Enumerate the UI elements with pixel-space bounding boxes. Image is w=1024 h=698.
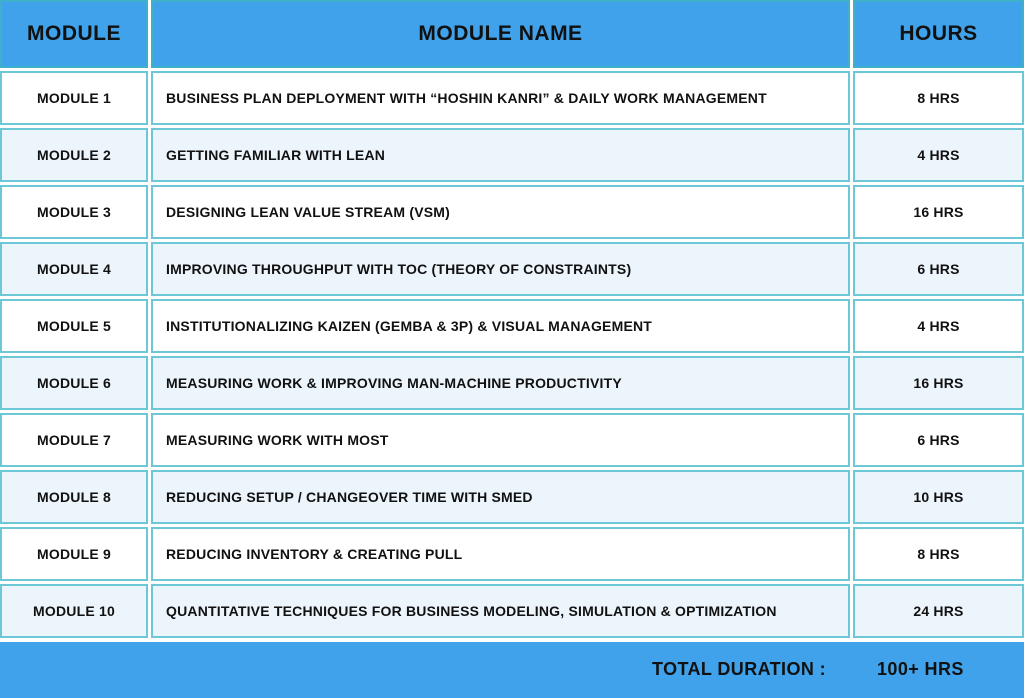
module-cell: MODULE 2 bbox=[0, 128, 148, 182]
header-module: MODULE bbox=[0, 0, 148, 68]
module-cell: MODULE 8 bbox=[0, 470, 148, 524]
hours-cell: 8 HRS bbox=[853, 527, 1024, 581]
hours-cell: 8 HRS bbox=[853, 71, 1024, 125]
hours-cell: 16 HRS bbox=[853, 356, 1024, 410]
module-name-cell: REDUCING SETUP / CHANGEOVER TIME WITH SMED bbox=[151, 470, 850, 524]
module-name-cell: GETTING FAMILIAR WITH LEAN bbox=[151, 128, 850, 182]
total-duration-label: TOTAL DURATION : bbox=[652, 659, 827, 679]
total-duration-value: 100+ HRS bbox=[877, 659, 964, 679]
hours-cell: 6 HRS bbox=[853, 242, 1024, 296]
hours-cell: 4 HRS bbox=[853, 128, 1024, 182]
module-name-cell: DESIGNING LEAN VALUE STREAM (VSM) bbox=[151, 185, 850, 239]
module-cell: MODULE 10 bbox=[0, 584, 148, 638]
module-cell: MODULE 7 bbox=[0, 413, 148, 467]
header-hours: HOURS bbox=[853, 0, 1024, 68]
hours-cell: 4 HRS bbox=[853, 299, 1024, 353]
module-cell: MODULE 4 bbox=[0, 242, 148, 296]
module-cell: MODULE 5 bbox=[0, 299, 148, 353]
module-name-cell: REDUCING INVENTORY & CREATING PULL bbox=[151, 527, 850, 581]
module-name-cell: INSTITUTIONALIZING KAIZEN (GEMBA & 3P) & VISUAL MANAGEMENT bbox=[151, 299, 850, 353]
hours-cell: 10 HRS bbox=[853, 470, 1024, 524]
module-cell: MODULE 3 bbox=[0, 185, 148, 239]
module-name-cell: MEASURING WORK WITH MOST bbox=[151, 413, 850, 467]
hours-cell: 24 HRS bbox=[853, 584, 1024, 638]
hours-cell: 6 HRS bbox=[853, 413, 1024, 467]
module-cell: MODULE 6 bbox=[0, 356, 148, 410]
header-module-name: MODULE NAME bbox=[151, 0, 850, 68]
module-name-cell: MEASURING WORK & IMPROVING MAN-MACHINE PRODUCTIVITY bbox=[151, 356, 850, 410]
total-duration-footer bbox=[0, 642, 1024, 698]
module-name-cell: QUANTITATIVE TECHNIQUES FOR BUSINESS MODELING, SIMULATION & OPTIMIZATION bbox=[151, 584, 850, 638]
hours-cell: 16 HRS bbox=[853, 185, 1024, 239]
module-cell: MODULE 1 bbox=[0, 71, 148, 125]
module-name-cell: IMPROVING THROUGHPUT WITH TOC (THEORY OF CONSTRAINTS) bbox=[151, 242, 850, 296]
table-header-row bbox=[0, 0, 1024, 68]
module-name-cell: BUSINESS PLAN DEPLOYMENT WITH “HOSHIN KANRI” & DAILY WORK MANAGEMENT bbox=[151, 71, 850, 125]
module-cell: MODULE 9 bbox=[0, 527, 148, 581]
